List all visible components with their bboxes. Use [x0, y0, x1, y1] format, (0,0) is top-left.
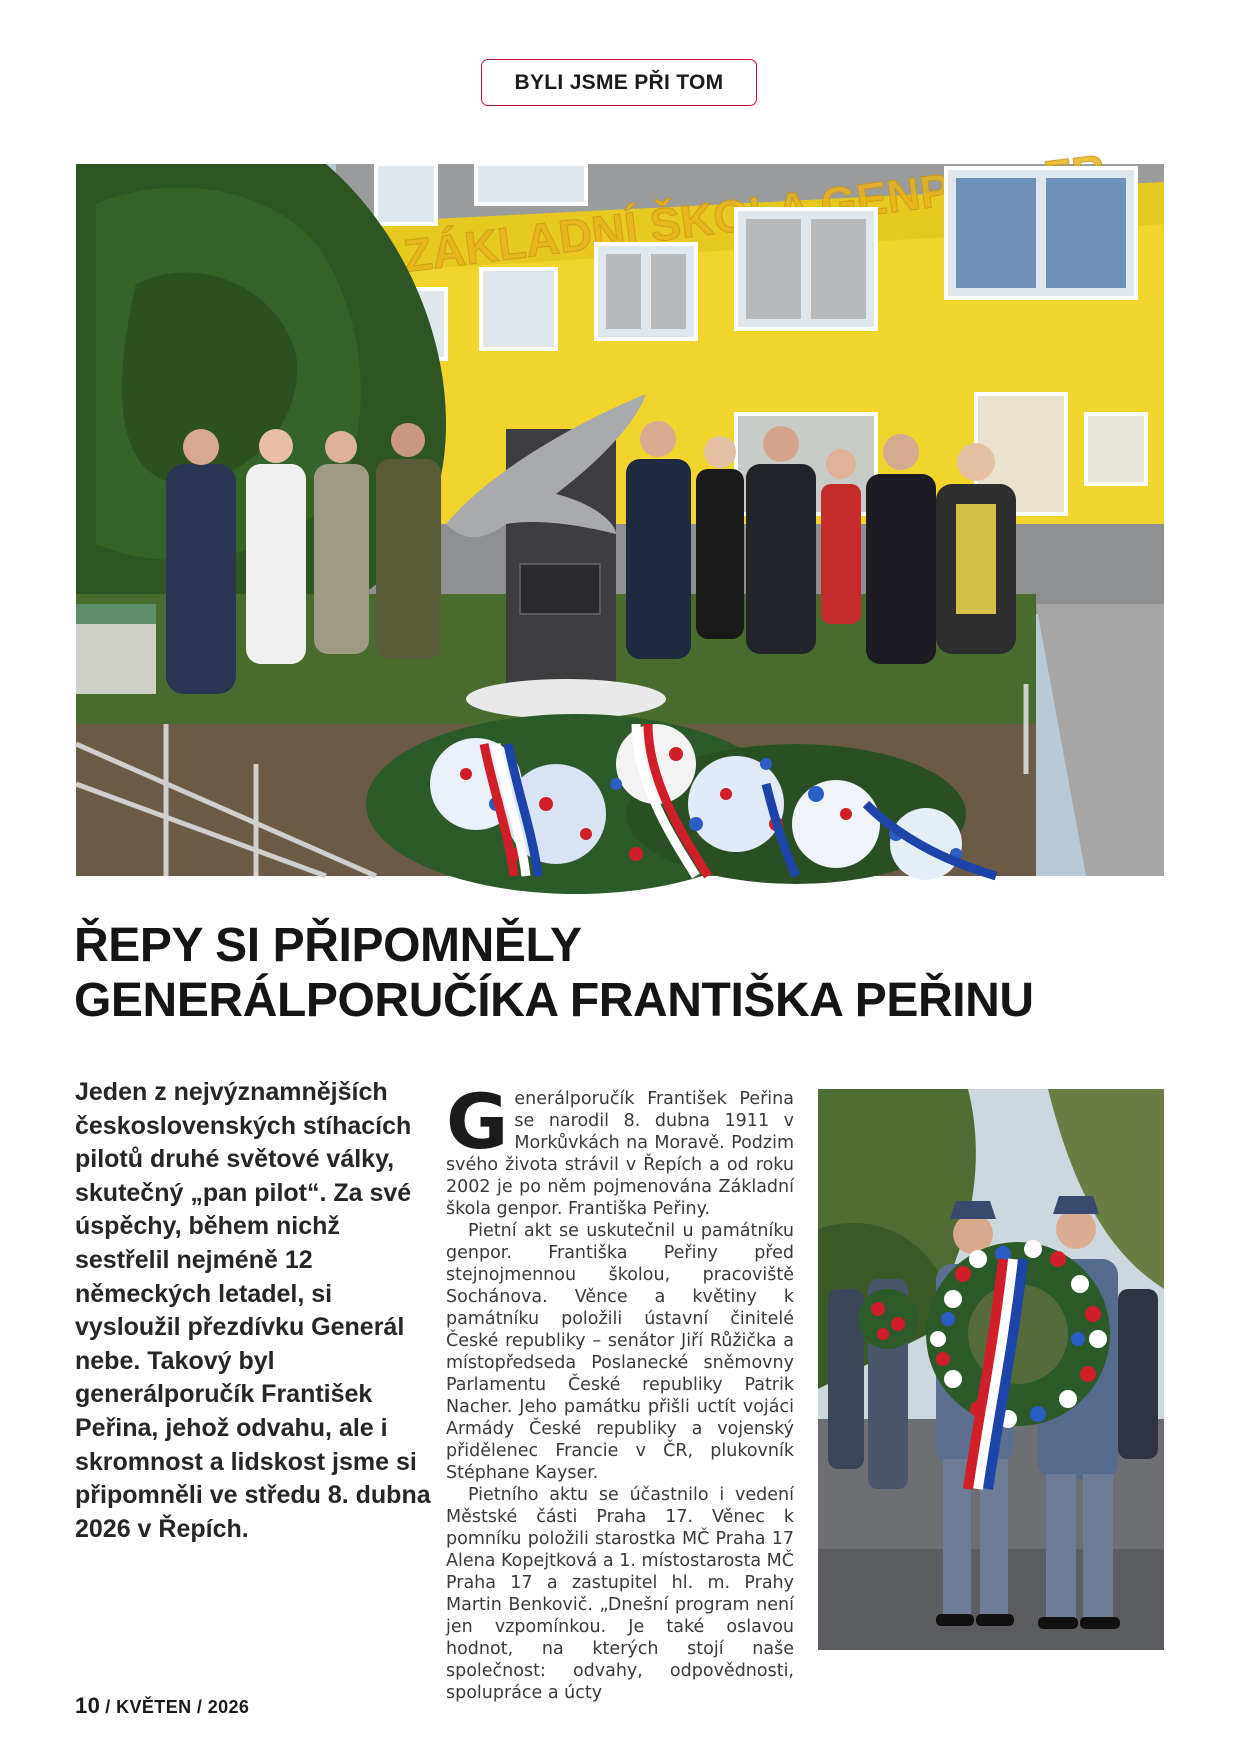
- building-sign: ZÁKLADNÍ ŠKOLA GENPOR.: [400, 153, 1035, 282]
- section-tag: BYLI JSME PŘI TOM: [481, 59, 757, 106]
- article-lead: Jeden z nejvýznamnějších československých stíhacích pilotů druhé světové války, skutečný „pan pilot“. Za své úspěchy, během nichž sestřelil nejméně 12 německých letadel, si vysloužil přezdívku Generál nebe. Takový byl generálporučík František Peřina, jehož odvahu, ale i skromnost a lidskost jsme si připomněli ve středu 8. dubna 2026 v Řepích.: [75, 1078, 431, 1543]
- side-photo: [818, 1089, 1164, 1650]
- drop-cap: G: [446, 1077, 509, 1166]
- body-paragraph-1: [446, 1077, 794, 1220]
- hero-photo: [76, 153, 1164, 876]
- issue-date: / KVĚTEN / 2026: [105, 1697, 250, 1717]
- body-paragraph-1-text: enerálporučík František Peřina se narodil 8. dubna 1911 v Morkůvkách na Moravě. Podzim svého života strávil v Řepích a od roku 2002 je po něm pojmenována Základní škola genpor. Františka Peřiny.: [446, 1089, 794, 1219]
- headline-line-1: ŘEPY SI PŘIPOMNĚLY: [74, 919, 582, 972]
- article-body: [446, 1077, 794, 1703]
- body-paragraph-3: Pietního aktu se účastnilo i vedení Městské části Praha 17. Věnec k pomníku položili starostka MČ Praha 17 Alena Kopejtková a 1. místostarosta MČ Praha 17 a zastupitel hl. m. Prahy Martin Benkovič. „Dnešní program není jen vzpomínkou. Je také oslavou hodnot, na kterých stojí naše společnost: odvahy, odpovědnosti, spolupráce a úcty: [446, 1485, 794, 1703]
- article-headline: [74, 918, 1174, 1028]
- body-paragraph-2: Pietní akt se uskutečnil u památníku genpor. Františka Peřiny před stejnojmennou školou, pracoviště Sochánova. Věnce a květiny k památníku položili ústavní činitelé České republiky – senátor Jiří Růžička a místopředseda Poslanecké sněmovny Parlamentu České republiky Patrik Nacher. Jeho památku přišli uctít vojáci Armády České republiky a vojenský přidělenec Francie v ČR, plukovník Stéphane Kayser.: [446, 1221, 794, 1483]
- page-number: 10: [75, 1693, 101, 1718]
- headline-line-2: GENERÁLPORUČÍKA FRANTIŠKA PEŘINU: [74, 974, 1034, 1027]
- page-footer: [75, 1693, 249, 1719]
